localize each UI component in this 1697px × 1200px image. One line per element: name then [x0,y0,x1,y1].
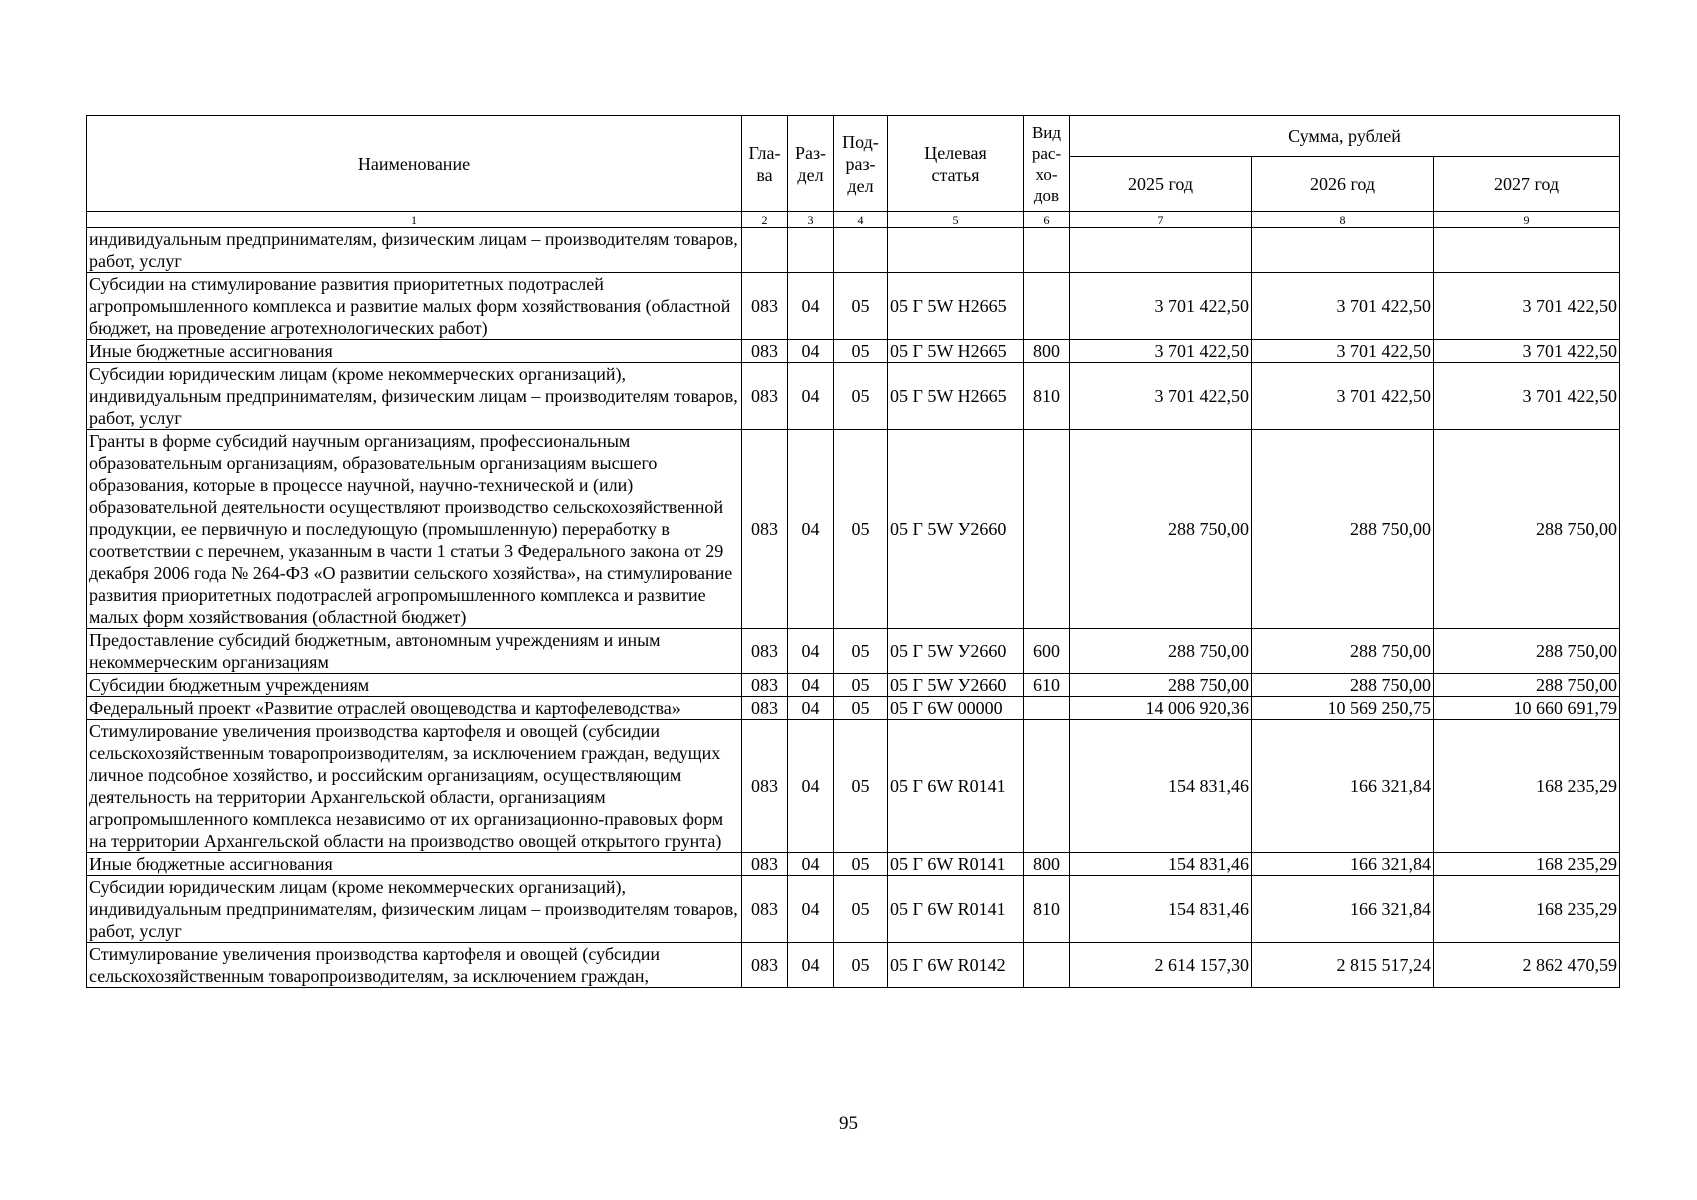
row-expense-type: 810 [1024,876,1070,943]
row-name: Субсидии на стимулирование развития приоритетных подотраслей агропромышленного комплекса и развитие малых форм хозяйствования (областной бюджет, на проведение агротехнологических работ) [87,273,742,340]
column-number: 2 [742,212,788,228]
row-amount-2025: 3 701 422,50 [1070,340,1252,363]
header-year-2027: 2027 год [1434,157,1620,212]
row-section: 04 [788,629,834,674]
row-chapter: 083 [742,943,788,988]
column-number: 9 [1434,212,1620,228]
row-subsection: 05 [834,273,888,340]
page-number: 95 [839,1113,858,1134]
row-amount-2027 [1434,228,1620,273]
row-name: Федеральный проект «Развитие отраслей овощеводства и картофелеводства» [87,697,742,720]
row-amount-2027: 288 750,00 [1434,629,1620,674]
row-section: 04 [788,943,834,988]
row-amount-2025: 154 831,46 [1070,853,1252,876]
column-number: 5 [888,212,1024,228]
row-section: 04 [788,340,834,363]
row-amount-2027: 168 235,29 [1434,853,1620,876]
table-row [87,697,1620,720]
column-number: 4 [834,212,888,228]
header-subsection: Под- раз- дел [834,116,888,212]
row-amount-2025: 288 750,00 [1070,674,1252,697]
row-target-article [888,228,1024,273]
row-chapter: 083 [742,697,788,720]
column-number: 8 [1252,212,1434,228]
table-row [87,629,1620,674]
row-amount-2027: 288 750,00 [1434,674,1620,697]
row-chapter: 083 [742,340,788,363]
header-year-2025: 2025 год [1070,157,1252,212]
row-name: Иные бюджетные ассигнования [87,340,742,363]
row-target-article: 05 Г 5W У2660 [888,629,1024,674]
row-amount-2026: 166 321,84 [1252,853,1434,876]
row-target-article: 05 Г 5W У2660 [888,674,1024,697]
row-target-article: 05 Г 6W R0141 [888,720,1024,853]
row-expense-type: 600 [1024,629,1070,674]
row-amount-2025 [1070,228,1252,273]
table-header [87,116,1620,228]
row-expense-type: 800 [1024,853,1070,876]
table-body [87,228,1620,988]
row-amount-2026: 288 750,00 [1252,629,1434,674]
row-amount-2026: 10 569 250,75 [1252,697,1434,720]
row-section [788,228,834,273]
row-target-article: 05 Г 6W 00000 [888,697,1024,720]
column-number: 7 [1070,212,1252,228]
row-chapter [742,228,788,273]
header-expense-type: Вид рас- хо- дов [1024,116,1070,212]
row-amount-2025: 3 701 422,50 [1070,273,1252,340]
table-row [87,340,1620,363]
row-name: Субсидии юридическим лицам (кроме некоммерческих организаций), индивидуальным предпринимателям, физическим лицам – производителям товаров, работ, услуг [87,363,742,430]
table-row [87,853,1620,876]
row-amount-2026 [1252,228,1434,273]
column-number: 3 [788,212,834,228]
row-chapter: 083 [742,273,788,340]
row-amount-2025: 14 006 920,36 [1070,697,1252,720]
row-target-article: 05 Г 5W У2660 [888,430,1024,629]
row-expense-type [1024,430,1070,629]
row-subsection: 05 [834,430,888,629]
row-target-article: 05 Г 5W Н2665 [888,340,1024,363]
row-amount-2026: 3 701 422,50 [1252,340,1434,363]
row-section: 04 [788,430,834,629]
row-chapter: 083 [742,629,788,674]
row-name: Иные бюджетные ассигнования [87,853,742,876]
row-name: Субсидии юридическим лицам (кроме некоммерческих организаций), индивидуальным предпринимателям, физическим лицам – производителям товаров, работ, услуг [87,876,742,943]
row-chapter: 083 [742,363,788,430]
row-subsection: 05 [834,876,888,943]
row-amount-2027: 10 660 691,79 [1434,697,1620,720]
row-name: Гранты в форме субсидий научным организациям, профессиональным образовательным организациям, образовательным организациям высшего образования, которые в процессе научной, научно-технической и (или) образовательной деятельности осуществляют производство сельскохозяйственной продукции, ее первичную и последующую (промышленную) переработку в соответствии с перечнем, указанным в части 1 статьи 3 Федерального закона от 29 декабря 2006 года № 264-ФЗ «О развитии сельского хозяйства», на стимулирование развития приоритетных подотраслей агропромышленного комплекса и развитие малых форм хозяйствования (областной бюджет) [87,430,742,629]
row-subsection: 05 [834,697,888,720]
header-target-article: Целевая статья [888,116,1024,212]
row-amount-2027: 3 701 422,50 [1434,273,1620,340]
row-target-article: 05 Г 5W Н2665 [888,273,1024,340]
row-subsection: 05 [834,629,888,674]
row-name: Стимулирование увеличения производства картофеля и овощей (субсидии сельскохозяйственным товаропроизводителям, за исключением граждан, ведущих личное подсобное хозяйство, и российским организациям, осуществляющим деятельность на территории Архангельской области, организациям агропромышленного комплекса независимо от их организационно-правовых форм на территории Архангельской области на производство овощей открытого грунта) [87,720,742,853]
row-amount-2026: 3 701 422,50 [1252,363,1434,430]
header-name: Наименование [87,116,742,212]
row-amount-2027: 3 701 422,50 [1434,340,1620,363]
table-row [87,876,1620,943]
table-row [87,430,1620,629]
column-number: 6 [1024,212,1070,228]
row-target-article: 05 Г 6W R0141 [888,876,1024,943]
row-chapter: 083 [742,853,788,876]
row-section: 04 [788,876,834,943]
row-amount-2025: 2 614 157,30 [1070,943,1252,988]
row-name: Субсидии бюджетным учреждениям [87,674,742,697]
row-section: 04 [788,720,834,853]
row-amount-2025: 154 831,46 [1070,720,1252,853]
table-row [87,943,1620,988]
row-chapter: 083 [742,876,788,943]
row-subsection: 05 [834,720,888,853]
row-amount-2026: 288 750,00 [1252,430,1434,629]
row-target-article: 05 Г 6W R0141 [888,853,1024,876]
row-amount-2027: 288 750,00 [1434,430,1620,629]
row-expense-type [1024,720,1070,853]
header-sum: Сумма, рублей [1070,116,1620,157]
table-row [87,674,1620,697]
row-chapter: 083 [742,430,788,629]
table-row [87,720,1620,853]
row-target-article: 05 Г 5W Н2665 [888,363,1024,430]
row-subsection: 05 [834,853,888,876]
row-section: 04 [788,853,834,876]
row-chapter: 083 [742,674,788,697]
row-target-article: 05 Г 6W R0142 [888,943,1024,988]
row-chapter: 083 [742,720,788,853]
row-name: Стимулирование увеличения производства картофеля и овощей (субсидии сельскохозяйственным товаропроизводителям, за исключением граждан, [87,943,742,988]
row-amount-2027: 168 235,29 [1434,720,1620,853]
row-amount-2027: 168 235,29 [1434,876,1620,943]
row-name: индивидуальным предпринимателям, физическим лицам – производителям товаров, работ, услуг [87,228,742,273]
row-section: 04 [788,363,834,430]
row-amount-2027: 3 701 422,50 [1434,363,1620,430]
row-expense-type [1024,697,1070,720]
row-amount-2025: 154 831,46 [1070,876,1252,943]
table-row [87,228,1620,273]
table-row [87,273,1620,340]
row-amount-2026: 2 815 517,24 [1252,943,1434,988]
row-name: Предоставление субсидий бюджетным, автономным учреждениям и иным некоммерческим организациям [87,629,742,674]
row-subsection: 05 [834,340,888,363]
table-row [87,363,1620,430]
row-expense-type: 800 [1024,340,1070,363]
header-chapter: Гла- ва [742,116,788,212]
header-year-2026: 2026 год [1252,157,1434,212]
row-expense-type [1024,273,1070,340]
row-expense-type: 810 [1024,363,1070,430]
row-amount-2026: 3 701 422,50 [1252,273,1434,340]
budget-table [86,115,1620,988]
row-subsection: 05 [834,674,888,697]
row-amount-2025: 288 750,00 [1070,629,1252,674]
row-section: 04 [788,674,834,697]
row-amount-2026: 166 321,84 [1252,876,1434,943]
row-amount-2027: 2 862 470,59 [1434,943,1620,988]
row-expense-type [1024,228,1070,273]
row-amount-2025: 288 750,00 [1070,430,1252,629]
header-section: Раз- дел [788,116,834,212]
row-subsection [834,228,888,273]
row-section: 04 [788,697,834,720]
column-number: 1 [87,212,742,228]
row-section: 04 [788,273,834,340]
row-expense-type: 610 [1024,674,1070,697]
row-subsection: 05 [834,363,888,430]
row-subsection: 05 [834,943,888,988]
row-amount-2025: 3 701 422,50 [1070,363,1252,430]
row-expense-type [1024,943,1070,988]
row-amount-2026: 288 750,00 [1252,674,1434,697]
row-amount-2026: 166 321,84 [1252,720,1434,853]
